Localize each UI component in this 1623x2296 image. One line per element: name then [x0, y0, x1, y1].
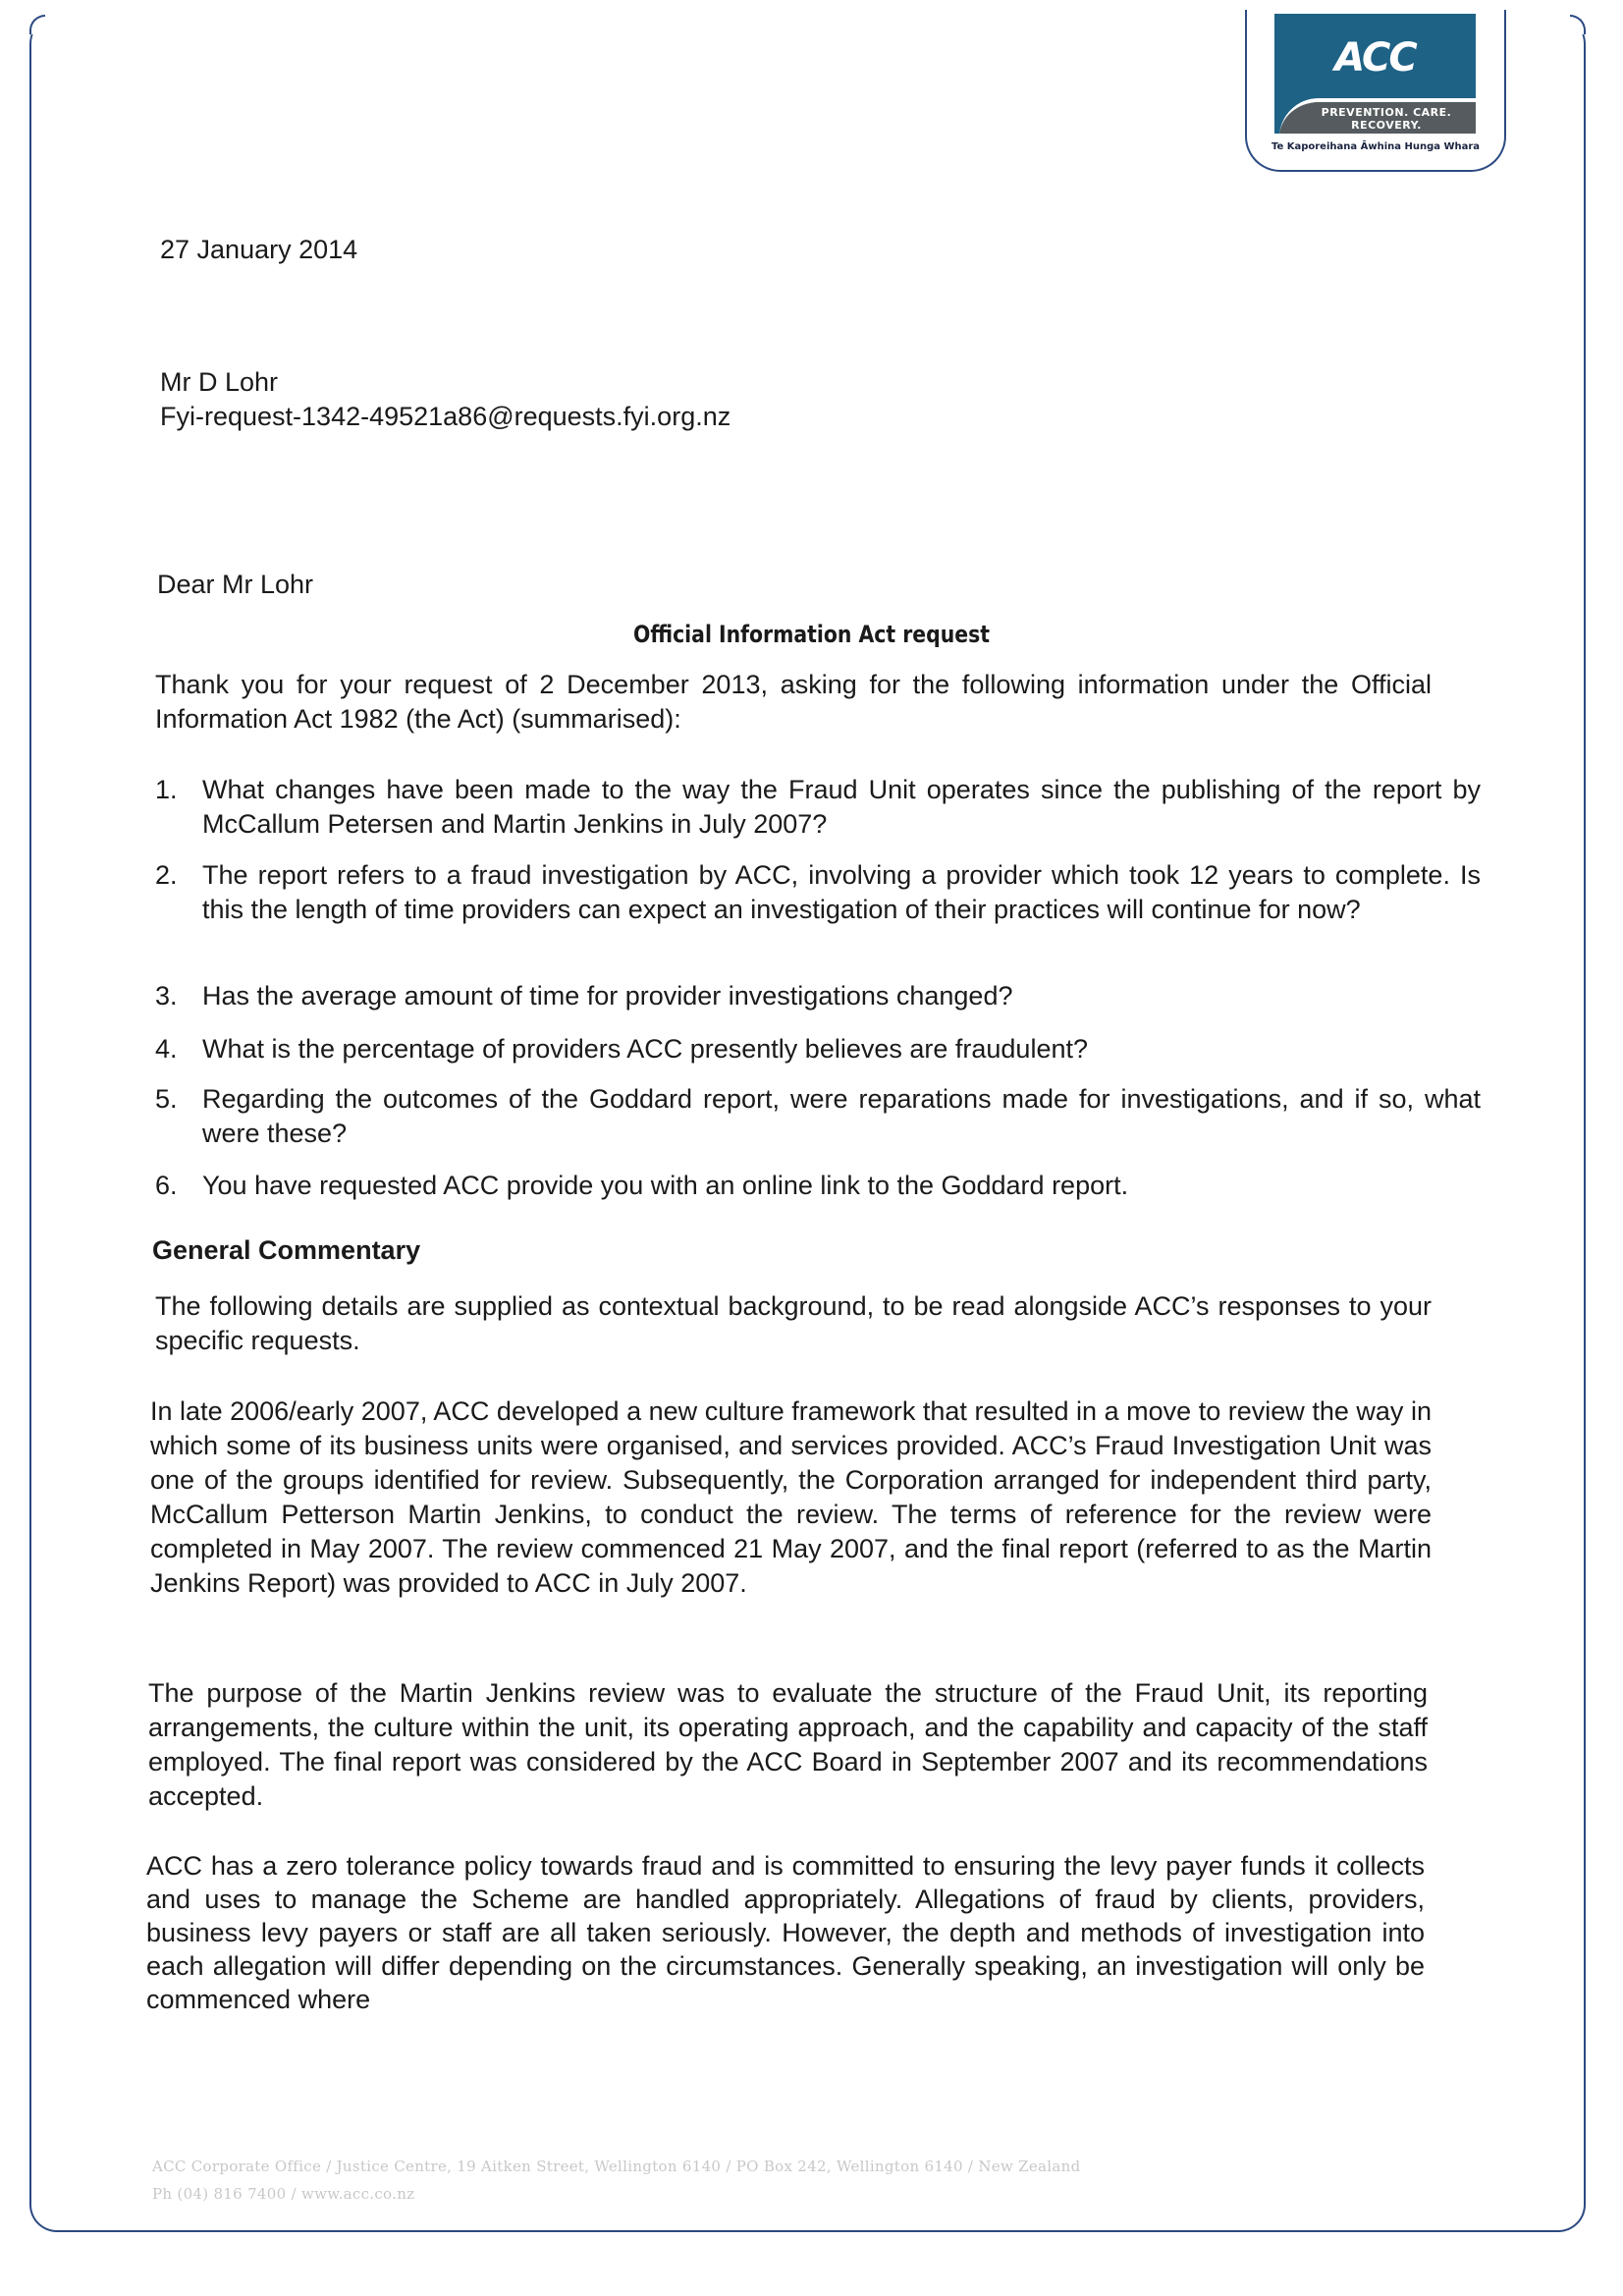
letter-date: 27 January 2014: [160, 235, 358, 264]
request-item: [155, 979, 1481, 1013]
request-text: What is the percentage of providers ACC presently believes are fraudulent?: [202, 1034, 1088, 1064]
request-text: Regarding the outcomes of the Goddard report, were reparations made for investigations, and if so, what were these?: [202, 1084, 1481, 1148]
request-number: 1.: [155, 775, 178, 804]
logo-tagline: PREVENTION. CARE. RECOVERY.: [1321, 106, 1452, 132]
request-text: What changes have been made to the way the Fraud Unit operates since the publishing of the report by McCallum Petersen and Martin Jenkins in July 2007?: [202, 775, 1481, 839]
subject-heading: Official Information Act request: [632, 621, 991, 648]
request-number: 3.: [155, 981, 178, 1011]
request-text: You have requested ACC provide you with an online link to the Goddard report.: [202, 1171, 1129, 1200]
request-text: The report refers to a fraud investigation by ACC, involving a provider which took 12 years to complete. Is this the length of time providers can expect an investigation of their practices will continue for now?: [202, 860, 1481, 924]
request-item: [155, 1169, 1481, 1203]
request-number: 5.: [155, 1084, 178, 1114]
request-item: [155, 1082, 1481, 1151]
acc-logo: [1274, 14, 1476, 134]
request-item: [155, 858, 1481, 927]
recipient-block: [160, 365, 730, 434]
logo-maori-name: Te Kaporeihana Āwhina Hunga Whara: [1271, 141, 1481, 152]
body-paragraph: ACC has a zero tolerance policy towards fraud and is committed to ensuring the levy payer funds it collects and uses to manage the Scheme are handled appropriately. Allegations of fraud by clients, providers, business levy payers or staff are all taken seriously. However, the depth and methods of investigation into each allegation will differ depending on the circumstances. Generally speaking, an investigation will only be commenced where: [146, 1851, 1425, 2014]
request-item: [155, 773, 1481, 842]
body-paragraph: In late 2006/early 2007, ACC developed a new culture framework that resulted in a move to review the way in which some of its business units were organised, and services provided. ACC’s Fraud Investigation Unit was one of the groups identified for review. Subsequently, the Corporation arranged for independent third party, McCallum Petterson Martin Jenkins, to conduct the review. The terms of reference for the review were completed in May 2007. The review commenced 21 May 2007, and the final report (referred to as the Martin Jenkins Report) was provided to ACC in July 2007.: [150, 1396, 1432, 1598]
footer-address: ACC Corporate Office / Justice Centre, 19 Aitken Street, Wellington 6140 / PO Box 242, Wellington 6140 / New Zealand: [152, 2158, 1081, 2175]
request-item: [155, 1032, 1481, 1066]
recipient-email: Fyi-request-1342-49521a86@requests.fyi.org.nz: [160, 402, 731, 431]
acc-logo-wordmark: ACC: [1334, 35, 1416, 81]
salutation: Dear Mr Lohr: [157, 570, 314, 599]
intro-paragraph: Thank you for your request of 2 December 2013, asking for the following information under the Official Information Act 1982 (the Act) (summarised):: [155, 670, 1432, 734]
request-text: Has the average amount of time for provider investigations changed?: [202, 981, 1013, 1011]
page-border-corner-left: [29, 15, 45, 34]
request-number: 2.: [155, 860, 178, 890]
request-number: 4.: [155, 1034, 178, 1064]
recipient-name: Mr D Lohr: [160, 367, 279, 397]
footer-contact: Ph (04) 816 7400 / www.acc.co.nz: [152, 2185, 415, 2203]
body-paragraph: The following details are supplied as contextual background, to be read alongside ACC’s responses to your specific requests.: [155, 1291, 1432, 1355]
body-paragraph: The purpose of the Martin Jenkins review was to evaluate the structure of the Fraud Unit, its reporting arrangements, the culture within the unit, its operating approach, and the capability and capacity of the staff employed. The final report was considered by the ACC Board in September 2007 and its recommendations accepted.: [148, 1678, 1428, 1811]
page-border-corner-right: [1570, 15, 1586, 34]
request-number: 6.: [155, 1171, 178, 1200]
section-heading-general-commentary: General Commentary: [152, 1235, 421, 1265]
